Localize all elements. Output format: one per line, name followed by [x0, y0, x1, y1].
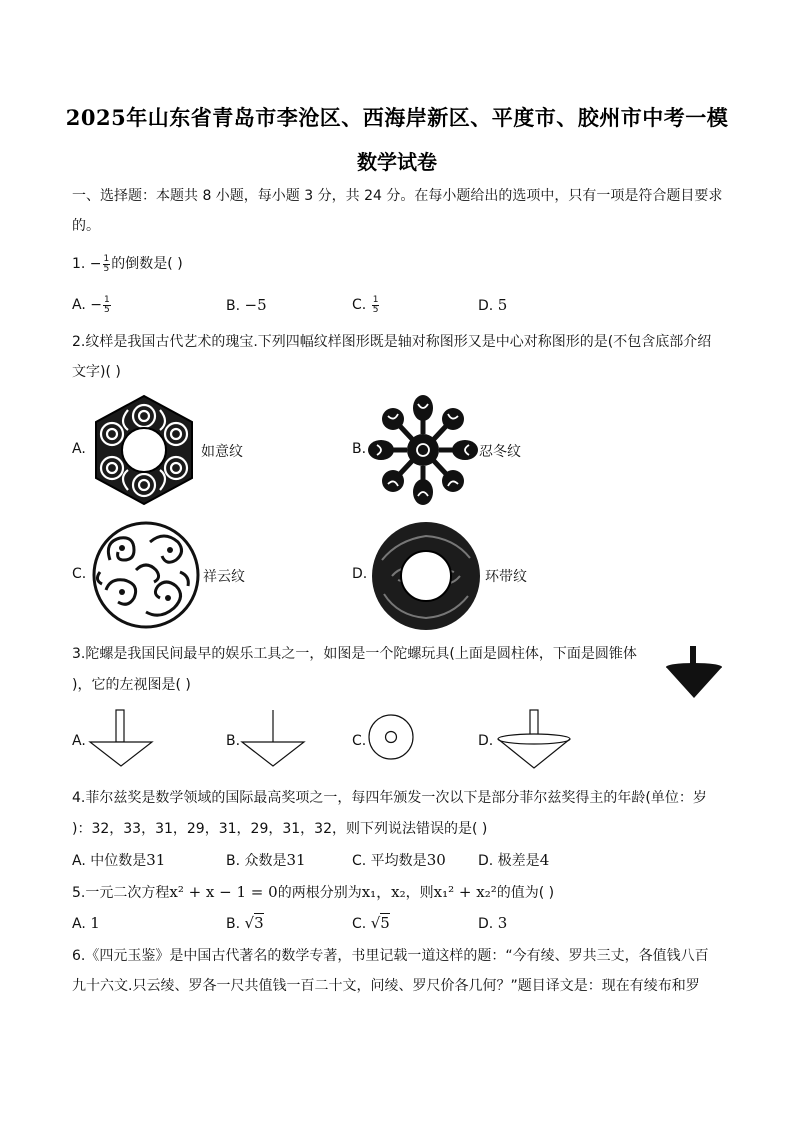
q5-a-value: 1: [90, 914, 100, 932]
q3-option-d-figure[interactable]: [494, 708, 574, 770]
q5-expression: x₁² + x₂²: [433, 883, 497, 901]
q4-a-label: A. 中位数是: [72, 853, 147, 869]
q1-a-label: A. −: [72, 297, 102, 313]
q4-d-value: 4: [539, 851, 550, 869]
q1-suffix: 的倒数是( ): [111, 256, 183, 272]
q1-frac-num: 1: [103, 253, 110, 264]
q3-d-letter[interactable]: D.: [478, 733, 494, 749]
section-instruction-line1: 一、选择题：本题共 8 小题，每小题 3 分，共 24 分。在每小题给出的选项中，只有一项是符合题目要求: [72, 188, 723, 204]
q4-b-value: 31: [286, 851, 306, 869]
q4-c-value: 30: [426, 851, 446, 869]
q4-c-label: C. 平均数是: [352, 853, 427, 869]
huandai-pattern-figure[interactable]: [368, 520, 484, 632]
question-5: [72, 882, 554, 903]
question-1: [72, 254, 183, 274]
q1-option-a[interactable]: [72, 295, 112, 315]
q1-a-frac: [103, 296, 111, 315]
q5-mid2: ，则: [405, 885, 434, 901]
q5-mid: 的两根分别为: [277, 885, 362, 901]
q3-option-c-figure[interactable]: [366, 712, 416, 762]
q2-c-letter[interactable]: C.: [72, 566, 87, 582]
q3-option-a-figure[interactable]: [88, 708, 154, 768]
q1-c-den: 5: [372, 304, 379, 315]
q1-c-frac: [372, 296, 380, 315]
q4-option-d[interactable]: [478, 850, 549, 871]
q1-option-c[interactable]: [352, 295, 380, 315]
q5-option-c[interactable]: [352, 913, 390, 934]
q5-a-label: A.: [72, 916, 91, 932]
q1-frac-den: 5: [103, 263, 110, 274]
q2-b-caption: 忍冬纹: [479, 444, 521, 460]
q1-option-d[interactable]: [478, 295, 507, 316]
exam-subtitle: 数学试卷: [357, 150, 437, 174]
q5-d-label: D.: [478, 916, 498, 932]
question-6-line1: 6.《四元玉鉴》是中国古代著名的数学专著，书里记载一道这样的题：“今有绫、罗共三丈，各值钱八百: [72, 948, 709, 964]
q2-d-caption: 环带纹: [485, 569, 527, 585]
spinning-top-figure: [664, 644, 724, 700]
question-3-line2: )，它的左视图是( ): [72, 677, 191, 693]
q3-c-letter[interactable]: C.: [352, 733, 367, 749]
q1-b-label: B.: [226, 298, 245, 314]
q2-c-caption: 祥云纹: [203, 569, 245, 585]
q4-d-label: D. 极差是: [478, 853, 540, 869]
q1-option-b[interactable]: [226, 295, 267, 316]
q5-suffix: 的值为( ): [496, 885, 555, 901]
xiangyun-pattern-figure[interactable]: [90, 520, 202, 630]
q1-a-den: 5: [103, 304, 110, 315]
q5-b-sqrt: √3: [244, 914, 264, 932]
q4-a-value: 31: [146, 851, 166, 869]
q2-d-letter[interactable]: D.: [352, 566, 368, 582]
question-6-line2: 九十六文.只云绫、罗各一尺共值钱一百二十文，问绫、罗尺价各几何？”题目译文是：现在有绫布和罗: [72, 978, 700, 994]
q5-c-value: 5: [380, 914, 390, 932]
q5-equation: x² + x − 1 = 0: [169, 883, 278, 901]
question-4-line1: 4.菲尔兹奖是数学领域的国际最高奖项之一，每四年颁发一次以下是部分菲尔兹奖得主的年龄(单位：岁: [72, 790, 707, 806]
q5-d-value: 3: [497, 914, 508, 932]
q3-b-letter[interactable]: B.: [226, 733, 241, 749]
ruyi-pattern-figure[interactable]: [88, 392, 200, 508]
q5-c-label: C.: [352, 916, 371, 932]
q5-b-label: B.: [226, 916, 245, 932]
q1-c-label: C.: [352, 297, 371, 313]
q3-option-b-figure[interactable]: [240, 708, 306, 768]
q5-option-d[interactable]: [478, 913, 507, 934]
q5-c-sqrt: √5: [370, 914, 390, 932]
rendong-pattern-figure[interactable]: [368, 394, 478, 506]
q1-c-num: 1: [372, 294, 379, 305]
exam-title: 2025年山东省青岛市李沧区、西海岸新区、平度市、胶州市中考一模: [65, 105, 729, 130]
section-instruction-line2: 的。: [72, 218, 100, 234]
q5-b-value: 3: [254, 914, 264, 932]
q5-option-a[interactable]: [72, 913, 100, 934]
q1-prefix: 1. −: [72, 256, 102, 272]
q2-a-caption: 如意纹: [201, 444, 243, 460]
q5-prefix: 5.一元二次方程: [72, 885, 170, 901]
q4-option-c[interactable]: [352, 850, 446, 871]
question-3-line1: 3.陀螺是我国民间最早的娱乐工具之一，如图是一个陀螺玩具(上面是圆柱体，下面是圆锥体: [72, 646, 637, 662]
question-4-line2: )：32，33，31，29，31，29，31，32，则下列说法错误的是( ): [72, 821, 488, 837]
question-2-line2: 文字)( ): [72, 364, 121, 380]
q1-d-value: 5: [497, 296, 508, 314]
q4-option-a[interactable]: [72, 850, 165, 871]
question-2-line1: 2.纹样是我国古代艺术的瑰宝.下列四幅纹样图形既是轴对称图形又是中心对称图形的是(不包含底部介绍: [72, 334, 712, 350]
q1-b-value: −5: [244, 296, 267, 314]
q1-a-num: 1: [103, 294, 110, 305]
q1-d-label: D.: [478, 298, 498, 314]
q4-b-label: B. 众数是: [226, 853, 287, 869]
q3-a-letter[interactable]: A.: [72, 733, 86, 749]
q5-option-b[interactable]: [226, 913, 264, 934]
q2-b-letter[interactable]: B.: [352, 441, 367, 457]
q1-fraction: [103, 255, 111, 274]
q2-a-letter[interactable]: A.: [72, 441, 86, 457]
q4-option-b[interactable]: [226, 850, 306, 871]
q5-roots: x₁，x₂: [361, 883, 406, 901]
